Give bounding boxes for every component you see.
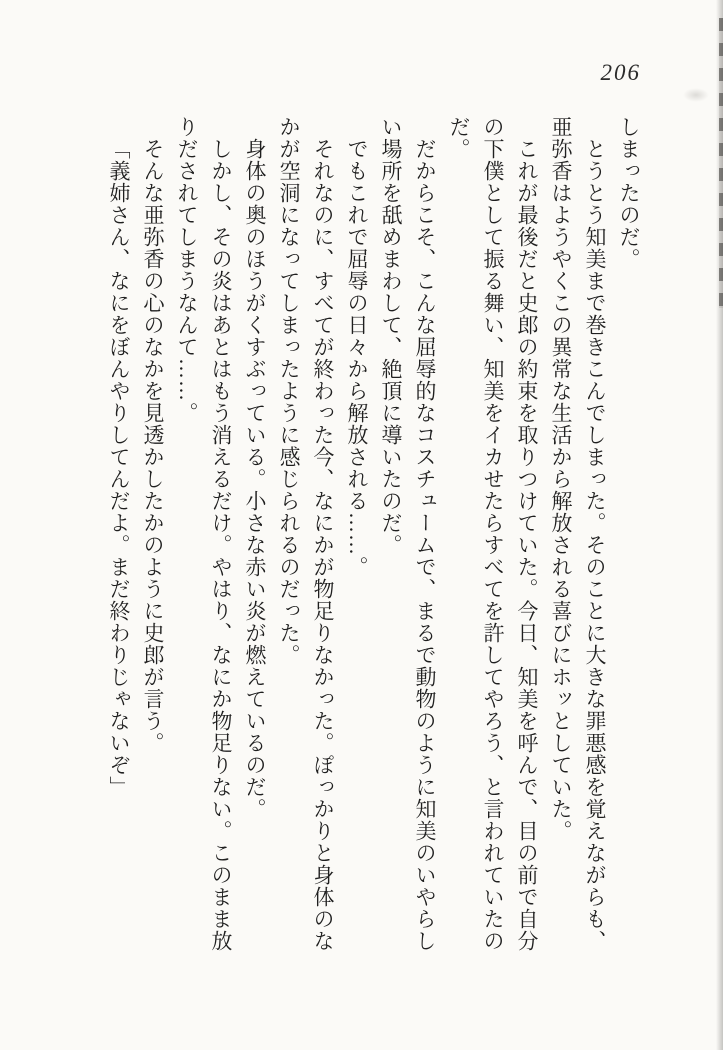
paragraph: しかし、その炎はあとはもう消えるだけ。やはり、なにか物足りない。このまま放りだされてしまうなんて……。 [175, 116, 233, 952]
paragraph: 「義姉さん、なにをぼんやりしてんだよ。まだ終わりじゃないぞ」 [107, 138, 131, 798]
novel-text-block [102, 116, 646, 968]
paragraph: とうとう知美まで巻きこんでしまった。そのことに大きな罪悪感を覚えながらも、亜弥香はようやくこの異常な生活から解放される喜びにホッとしていた。 [549, 116, 607, 952]
paragraph: しまったのだ。 [617, 116, 641, 270]
paragraph: 身体の奥のほうがくすぶっている。小さな赤い炎が燃えているのだ。 [243, 138, 267, 820]
paragraph: でもこれで屈辱の日々から解放される……。 [345, 138, 369, 578]
paragraph: これが最後だと史郎の約束を取りつけていた。今日、知美を呼んで、目の前で自分の下僕として振る舞い、知美をイカせたらすべてを許してやろう、と言われていたのだ。 [447, 116, 539, 952]
page-number: 206 [600, 60, 641, 85]
paragraph: そんな亜弥香の心のなかを見透かしたかのように史郎が言う。 [141, 138, 165, 754]
paragraph: だからこそ、こんな屈辱的なコスチュームで、まるで動物のように知美のいやらしい場所を舐めまわして、絶頂に導いたのだ。 [379, 116, 437, 952]
page-edge-ink-marks [719, 18, 723, 308]
paragraph: それなのに、すべてが終わった今、なにかが物足りなかった。ぽっかりと身体のなかが空洞になってしまったように感じられるのだった。 [277, 116, 335, 952]
scan-smudge [683, 88, 709, 102]
